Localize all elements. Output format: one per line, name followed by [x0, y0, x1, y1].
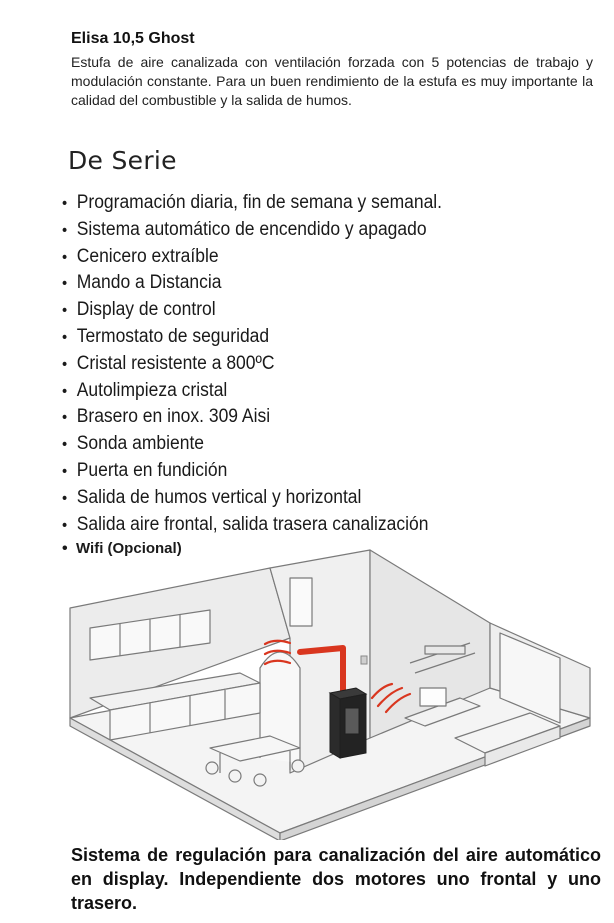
bullet-icon: • — [62, 195, 68, 212]
feature-label: Cristal resistente a 800ºC — [76, 352, 275, 374]
feature-item — [62, 378, 442, 405]
feature-item — [62, 351, 442, 378]
feature-label: Programación diaria, fin de semana y semanal. — [76, 192, 443, 213]
bullet-icon: • — [62, 436, 68, 454]
section-heading-standard: De Serie — [68, 146, 177, 175]
feature-item — [62, 217, 442, 244]
feature-item — [62, 190, 442, 217]
bullet-icon: • — [62, 462, 68, 480]
product-title: Elisa 10,5 Ghost — [71, 30, 195, 47]
feature-label: Sonda ambiente — [76, 433, 205, 455]
feature-label: Display de control — [76, 299, 216, 321]
bullet-icon: • — [62, 489, 68, 507]
feature-item — [62, 244, 442, 271]
feature-label: Puerta en fundición — [76, 459, 228, 481]
bullet-icon: • — [62, 221, 68, 239]
feature-item — [62, 324, 442, 351]
bullet-icon: • — [62, 302, 68, 320]
bullet-icon: • — [62, 248, 68, 266]
bullet-icon: • — [62, 382, 68, 400]
feature-label: Cenicero extraíble — [76, 245, 219, 267]
bullet-icon: • — [62, 355, 68, 373]
feature-item — [62, 512, 442, 539]
feature-item — [62, 297, 442, 324]
feature-label: Brasero en inox. 309 Aisi — [76, 406, 271, 428]
footer-description: Sistema de regulación para canalización del aire automático en display. Independiente dos motores uno frontal y uno trasero. — [71, 845, 601, 913]
bullet-icon: • — [62, 275, 68, 293]
bullet-icon: • — [62, 516, 68, 534]
standard-features-list — [62, 190, 475, 560]
feature-label: Autolimpieza cristal — [76, 379, 228, 401]
tv — [420, 688, 446, 706]
feature-label: Termostato de seguridad — [76, 325, 270, 347]
feature-item — [62, 431, 442, 458]
house-illustration — [60, 548, 600, 840]
feature-item — [62, 458, 442, 485]
feature-item — [62, 270, 442, 297]
window — [290, 578, 312, 626]
bullet-icon: • — [62, 540, 68, 558]
feature-label: Salida de humos vertical y horizontal — [76, 486, 362, 508]
feature-item — [62, 485, 442, 512]
bullet-icon: • — [62, 328, 68, 346]
feature-label: Sistema automático de encendido y apagado — [76, 218, 427, 240]
feature-item — [62, 404, 442, 431]
product-description: Estufa de aire canalizada con ventilación forzada con 5 potencias de trabajo y modulación constante. Para un buen rendimiento de la estufa es muy importante la calidad del combustible y la salida de humos. — [71, 54, 593, 108]
feature-label: Salida aire frontal, salida trasera canalización — [76, 513, 429, 535]
bullet-icon: • — [62, 409, 68, 427]
feature-label: Wifi (Opcional) — [76, 540, 182, 558]
feature-label: Mando a Distancia — [76, 272, 222, 294]
